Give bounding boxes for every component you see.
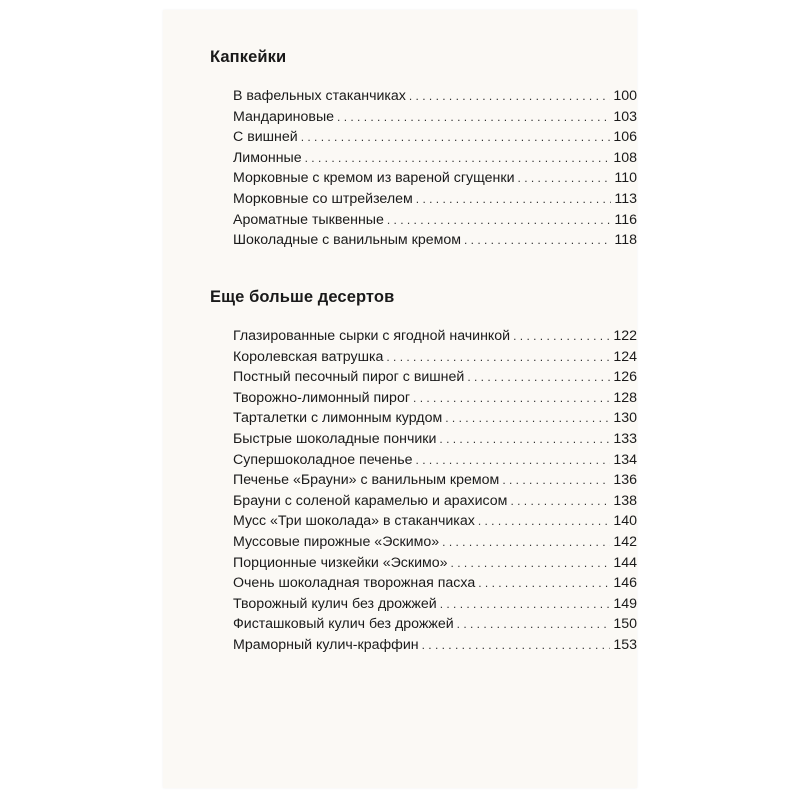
dot-leader <box>445 411 610 425</box>
toc-entry-page: 134 <box>613 451 637 468</box>
toc-entry-title: Быстрые шоколадные пончики <box>233 430 437 447</box>
toc-entry-page: 128 <box>613 389 637 406</box>
toc-entry-page: 108 <box>613 149 637 166</box>
toc-entry-page: 103 <box>613 108 637 125</box>
toc-entry-page: 100 <box>613 88 637 104</box>
toc-entry <box>233 170 637 191</box>
toc-entry-title: Муссовые пирожные «Эскимо» <box>233 533 440 550</box>
toc-entry <box>233 212 637 233</box>
dot-leader <box>413 391 610 405</box>
toc-entry-title: Морковные с кремом из вареной сгущенки <box>233 170 515 187</box>
toc-entry-title: Творожный кулич без дрожжей <box>233 595 437 612</box>
dot-leader <box>305 151 611 165</box>
toc-entry-title: Шоколадные с ванильным кремом <box>233 232 461 249</box>
toc-entry-page: 138 <box>613 492 637 509</box>
toc-entry-title: Глазированные сырки с ягодной начинкой <box>233 328 511 344</box>
toc-entry-page: 110 <box>614 170 637 187</box>
dot-leader <box>513 329 610 343</box>
toc-entry-page: 150 <box>613 616 637 633</box>
toc-entry <box>233 232 637 253</box>
dot-leader <box>440 597 611 611</box>
dot-leader <box>464 233 611 247</box>
toc-entry <box>233 472 637 493</box>
toc-entry-page: 144 <box>613 554 637 571</box>
toc-entry <box>233 349 637 370</box>
toc-entry-title: Постный песочный пирог с вишней <box>233 369 465 386</box>
toc-entry <box>233 150 637 171</box>
toc-entry-title: Морковные со штрейзелем <box>233 190 413 207</box>
dot-leader <box>416 453 611 467</box>
dot-leader <box>478 514 611 528</box>
toc-entry-title: Порционные чизкейки «Эскимо» <box>233 554 448 571</box>
section-title-cupcakes: Капкейки <box>210 48 287 66</box>
toc-entry <box>233 596 637 617</box>
toc-entry-title: Печенье «Брауни» с ванильным кремом <box>233 472 500 489</box>
toc-entry-title: В вафельных стаканчиках <box>233 88 406 104</box>
toc-entry <box>233 410 637 431</box>
dot-leader <box>409 89 610 103</box>
toc-entry-title: Тарталетки с лимонным курдом <box>233 410 443 427</box>
toc-entry <box>233 493 637 514</box>
toc-entry-title: Фисташковый кулич без дрожжей <box>233 616 454 633</box>
dot-leader <box>451 556 611 570</box>
toc-entry-page: 122 <box>613 328 637 344</box>
dot-leader <box>442 535 610 549</box>
toc-entry-page: 113 <box>614 190 637 207</box>
dot-leader <box>502 473 610 487</box>
toc-entry <box>233 109 637 130</box>
book-page <box>163 10 637 788</box>
toc-entry <box>233 616 637 637</box>
toc-entry <box>233 513 637 534</box>
toc-entry-page: 106 <box>613 129 637 146</box>
toc-entry <box>233 452 637 473</box>
toc-entry <box>233 431 637 452</box>
toc-entry <box>233 88 637 109</box>
toc-entry-title: Мусс «Три шоколада» в стаканчиках <box>233 513 475 530</box>
toc-entry-page: 153 <box>613 636 637 653</box>
toc-entry-page: 140 <box>613 513 637 530</box>
toc-entry-title: Брауни с соленой карамелью и арахисом <box>233 492 508 509</box>
toc-entry-page: 133 <box>613 430 637 447</box>
toc-entry-page: 142 <box>613 533 637 550</box>
toc-entry-title: Лимонные <box>233 149 302 166</box>
toc-entry-page: 116 <box>614 211 637 228</box>
toc-entry-page: 136 <box>613 472 637 489</box>
dot-leader <box>439 432 610 446</box>
toc-entry-title: Мандариновые <box>233 108 335 125</box>
toc-entry-page: 124 <box>613 348 637 365</box>
dot-leader <box>518 171 612 185</box>
toc-list-cupcakes <box>233 88 637 253</box>
dot-leader <box>457 617 611 631</box>
toc-entry-title: Очень шоколадная творожная пасха <box>233 575 476 592</box>
toc-entry <box>233 328 637 349</box>
toc-entry <box>233 129 637 150</box>
toc-entry <box>233 555 637 576</box>
toc-entry-page: 118 <box>614 232 637 249</box>
toc-entry-title: Ароматные тыквенные <box>233 211 384 228</box>
dot-leader <box>386 350 610 364</box>
toc-entry-page: 149 <box>613 595 637 612</box>
dot-leader <box>467 370 610 384</box>
dot-leader <box>422 638 611 652</box>
dot-leader <box>478 576 610 590</box>
toc-entry-title: Супершоколадное печенье <box>233 451 413 468</box>
dot-leader <box>337 110 610 124</box>
toc-entry-title: С вишней <box>233 129 298 146</box>
toc-entry-title: Королевская ватрушка <box>233 348 384 365</box>
toc-entry-page: 146 <box>613 575 637 592</box>
toc-entry <box>233 534 637 555</box>
dot-leader <box>301 130 611 144</box>
toc-entry-page: 126 <box>613 369 637 386</box>
dot-leader <box>510 494 610 508</box>
section-title-more-desserts: Еще больше десертов <box>210 288 395 306</box>
toc-entry <box>233 191 637 212</box>
toc-entry-title: Творожно-лимонный пирог <box>233 389 411 406</box>
dot-leader <box>416 192 612 206</box>
toc-entry <box>233 637 637 658</box>
toc-entry-title: Мраморный кулич-краффин <box>233 636 419 653</box>
toc-entry-page: 130 <box>613 410 637 427</box>
toc-entry <box>233 575 637 596</box>
toc-entry <box>233 369 637 390</box>
dot-leader <box>387 213 612 227</box>
toc-entry <box>233 390 637 411</box>
toc-list-more-desserts <box>233 328 637 658</box>
